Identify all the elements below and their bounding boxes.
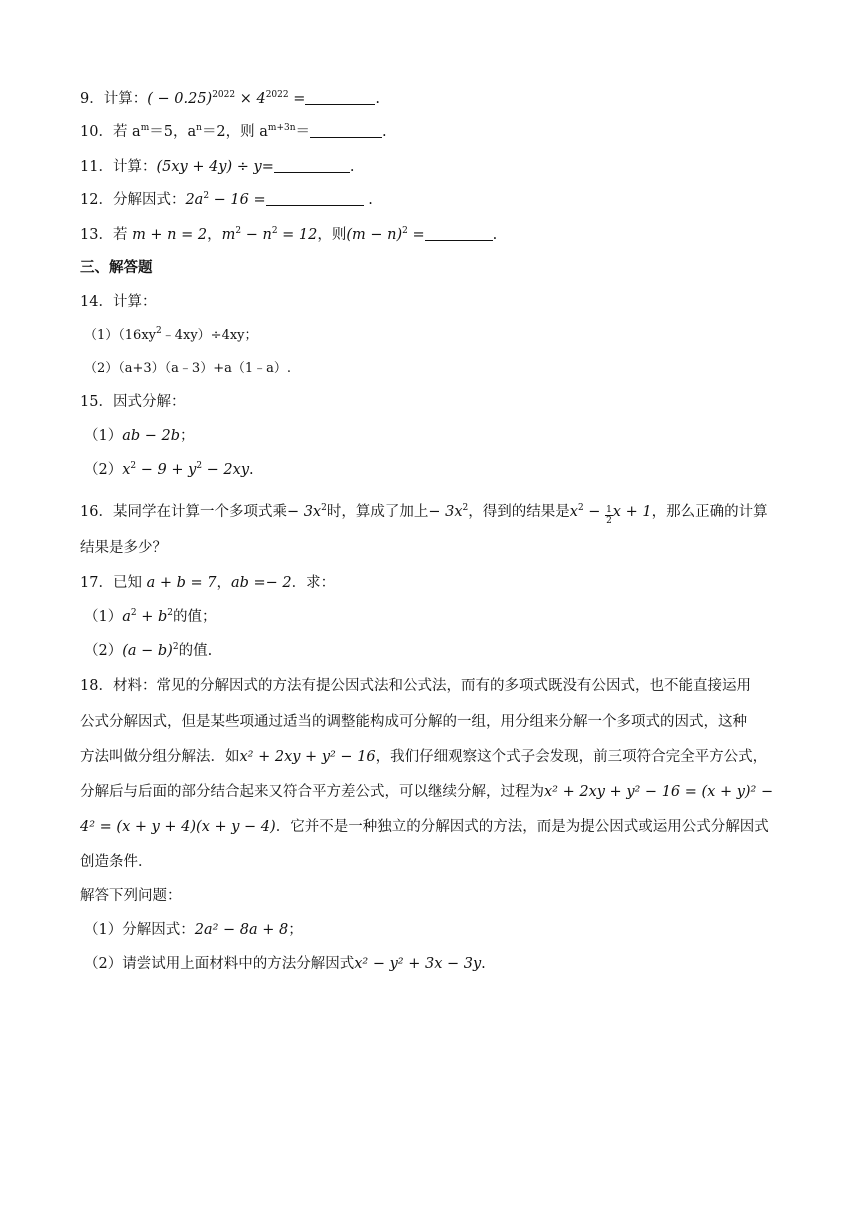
q18-p2end: . [481, 956, 486, 972]
question-18-ask: 解答下列问题： [80, 888, 182, 904]
question-9 [80, 89, 380, 109]
q16-b: − 3x [286, 504, 322, 520]
q9-prefix: 9．计算： [80, 91, 148, 107]
q16-de: 2 [462, 503, 469, 513]
q15-p2e1: 2 [130, 461, 137, 471]
q9-times: × 4 [235, 91, 266, 107]
q15-p2b: − 9 + y [136, 462, 197, 478]
q17-p1e2: 2 [167, 608, 174, 618]
q17-sep: ， [216, 575, 231, 591]
section-title: 三、解答题 [80, 259, 153, 276]
q13-t: ，则 [317, 227, 347, 243]
fraction-one-half [605, 505, 613, 526]
q9-base: ( − 0.25) [147, 91, 213, 107]
answer-blank[interactable] [305, 90, 375, 105]
q15-p2e2: 2 [196, 461, 203, 471]
q17-c1: a + b = 7 [146, 575, 217, 591]
q16-f: x [569, 504, 578, 520]
question-18-part-2 [84, 954, 486, 974]
q11-end: . [349, 159, 355, 175]
q17-p2a: (a − b) [122, 643, 173, 659]
question-15-title: 15．因式分解： [80, 394, 186, 410]
q13-c2b: − n [241, 227, 272, 243]
q14-p1e: 2 [156, 326, 162, 336]
q15-p1pre: （1） [84, 428, 123, 444]
question-17 [80, 573, 335, 593]
question-11 [80, 157, 354, 177]
q16-fe: 2 [577, 503, 584, 513]
question-15-part-1 [84, 426, 195, 446]
answer-blank[interactable] [310, 123, 382, 138]
q9-eq: = [288, 91, 306, 107]
q18-l5m: 4² = (x + y + 4)(x + y − 4) [80, 819, 276, 835]
q17-p1b: + b [136, 609, 168, 625]
question-18-part-1 [84, 920, 303, 940]
q12-end: . [363, 192, 373, 208]
q10-n: n [196, 123, 202, 133]
q12-a: 2a [185, 192, 204, 208]
q16-a: 16．某同学在计算一个多项式乘 [80, 504, 287, 520]
q16-i: ，那么正确的计算 [651, 504, 768, 520]
q14-p1a: （1）（16xy [84, 328, 156, 343]
question-17-part-1 [84, 607, 217, 627]
answer-blank[interactable] [425, 226, 493, 241]
q13-c2e1: 2 [235, 226, 242, 236]
q15-p2a: x [122, 462, 131, 478]
question-13 [80, 225, 497, 245]
question-18-line-1: 18．材料：常见的分解因式的方法有提公因式法和公式法，而有的多项式既没有公因式，也不能直接运用 [80, 678, 751, 694]
question-14-title: 14．计算： [80, 294, 157, 310]
question-14-part-1 [84, 326, 258, 346]
question-18-line-2: 公式分解因式，但是某些项通过适当的调整能构成可分解的一组，用分组来分解一个多项式的因式，这种 [80, 714, 747, 730]
q13-prefix: 13．若 [80, 227, 133, 243]
question-18-line-6: 创造条件． [80, 854, 153, 870]
q18-l3b: ，我们仔细观察这个式子会发现，前三项符合完全平方公式， [375, 749, 768, 765]
q18-l5b: ．它并不是一种独立的分解因式的方法，而是为提公因式或运用公式分解因式 [275, 819, 769, 835]
q12-prefix: 12．分解因式： [80, 192, 186, 208]
question-15-part-2 [84, 460, 254, 480]
q13-c3b: = [407, 227, 425, 243]
q10-end: . [382, 124, 387, 140]
q10-exp: m+3n [267, 123, 296, 133]
q18-p1end: ； [288, 922, 303, 938]
q17-end: ．求： [291, 575, 336, 591]
q18-l4a: 分解后与后面的部分结合起来又符合平方差公式，可以继续分解，过程为 [80, 784, 544, 800]
q16-g: − [583, 504, 606, 520]
q15-p2end: . [249, 462, 254, 478]
q10-t1: ＝5，a [149, 124, 197, 140]
q18-p2pre: （2）请尝试用上面材料中的方法分解因式 [84, 956, 355, 972]
q18-p1: 2a² − 8a + 8 [194, 922, 289, 938]
q17-p2e: 2 [172, 642, 179, 652]
q16-c: 时，算成了加上 [326, 504, 429, 520]
q17-p1e1: 2 [130, 608, 137, 618]
q11-prefix: 11．计算： [80, 159, 157, 175]
question-10 [80, 122, 387, 142]
q14-p1b: ﹣4xy）÷4xy； [161, 328, 258, 343]
question-12 [80, 190, 373, 210]
question-14-part-2: （2）（a+3）（a﹣3）+a（1﹣a）. [84, 361, 292, 376]
q10-m: m [140, 123, 150, 133]
q17-c2: ab =− 2 [230, 575, 292, 591]
q16-d: − 3x [428, 504, 463, 520]
q10-t3: ＝ [295, 124, 311, 140]
q16-be: 2 [321, 503, 327, 513]
q13-c2e2: 2 [271, 226, 278, 236]
q13-c3: (m − n) [346, 227, 403, 243]
q18-l3a: 方法叫做分组分解法．如 [80, 749, 240, 765]
q18-l3m: x² + 2xy + y² − 16 [239, 749, 376, 765]
question-18-line-4 [80, 782, 773, 802]
q17-p1end: 的值； [173, 609, 217, 625]
q13-c3e: 2 [402, 226, 408, 236]
question-17-part-2 [84, 641, 212, 661]
q17-a: 17．已知 [80, 575, 147, 591]
answer-blank[interactable] [266, 191, 364, 206]
q16-h: x + 1 [612, 504, 652, 520]
q10-prefix: 10．若 a [80, 124, 141, 140]
q12-rest: − 16 = [209, 192, 266, 208]
q15-p2c: − 2xy [202, 462, 250, 478]
q17-p1a: a [122, 609, 131, 625]
q13-end: . [492, 227, 498, 243]
question-18-line-3 [80, 747, 767, 767]
q15-p1: ab − 2b [122, 428, 181, 444]
question-18-line-5 [80, 817, 769, 837]
fraction-denominator: 2 [606, 516, 612, 526]
q15-p2pre: （2） [84, 462, 123, 478]
q15-p1end: ； [180, 428, 195, 444]
q18-l4m: x² + 2xy + y² − 16 = (x + y)² − [544, 784, 774, 800]
q13-c2c: = 12 [277, 227, 318, 243]
q9-exp2: 2022 [265, 90, 289, 100]
q16-e: ，得到的结果是 [468, 504, 570, 520]
question-16-line-2: 结果是多少？ [80, 540, 167, 556]
q13-sep: ， [207, 227, 222, 243]
question-16-line-1 [80, 502, 768, 526]
q13-c2a: m [221, 227, 236, 243]
fraction-numerator: 1 [606, 505, 612, 515]
q9-end: . [375, 91, 380, 107]
answer-blank[interactable] [274, 158, 350, 173]
q17-p2pre: （2） [84, 643, 123, 659]
q9-exp1: 2022 [212, 90, 236, 100]
q18-p1pre: （1）分解因式： [84, 922, 195, 938]
q12-exp: 2 [203, 191, 210, 201]
q17-p2end: 的值. [178, 643, 213, 659]
q11-expr: (5xy + 4y) ÷ y [156, 159, 262, 175]
q13-c1: m + n = 2 [132, 227, 208, 243]
q11-t: = [261, 159, 274, 175]
q17-p1pre: （1） [84, 609, 123, 625]
q10-t2: ＝2，则 a [201, 124, 268, 140]
q18-p2: x² − y² + 3x − 3y [354, 956, 482, 972]
